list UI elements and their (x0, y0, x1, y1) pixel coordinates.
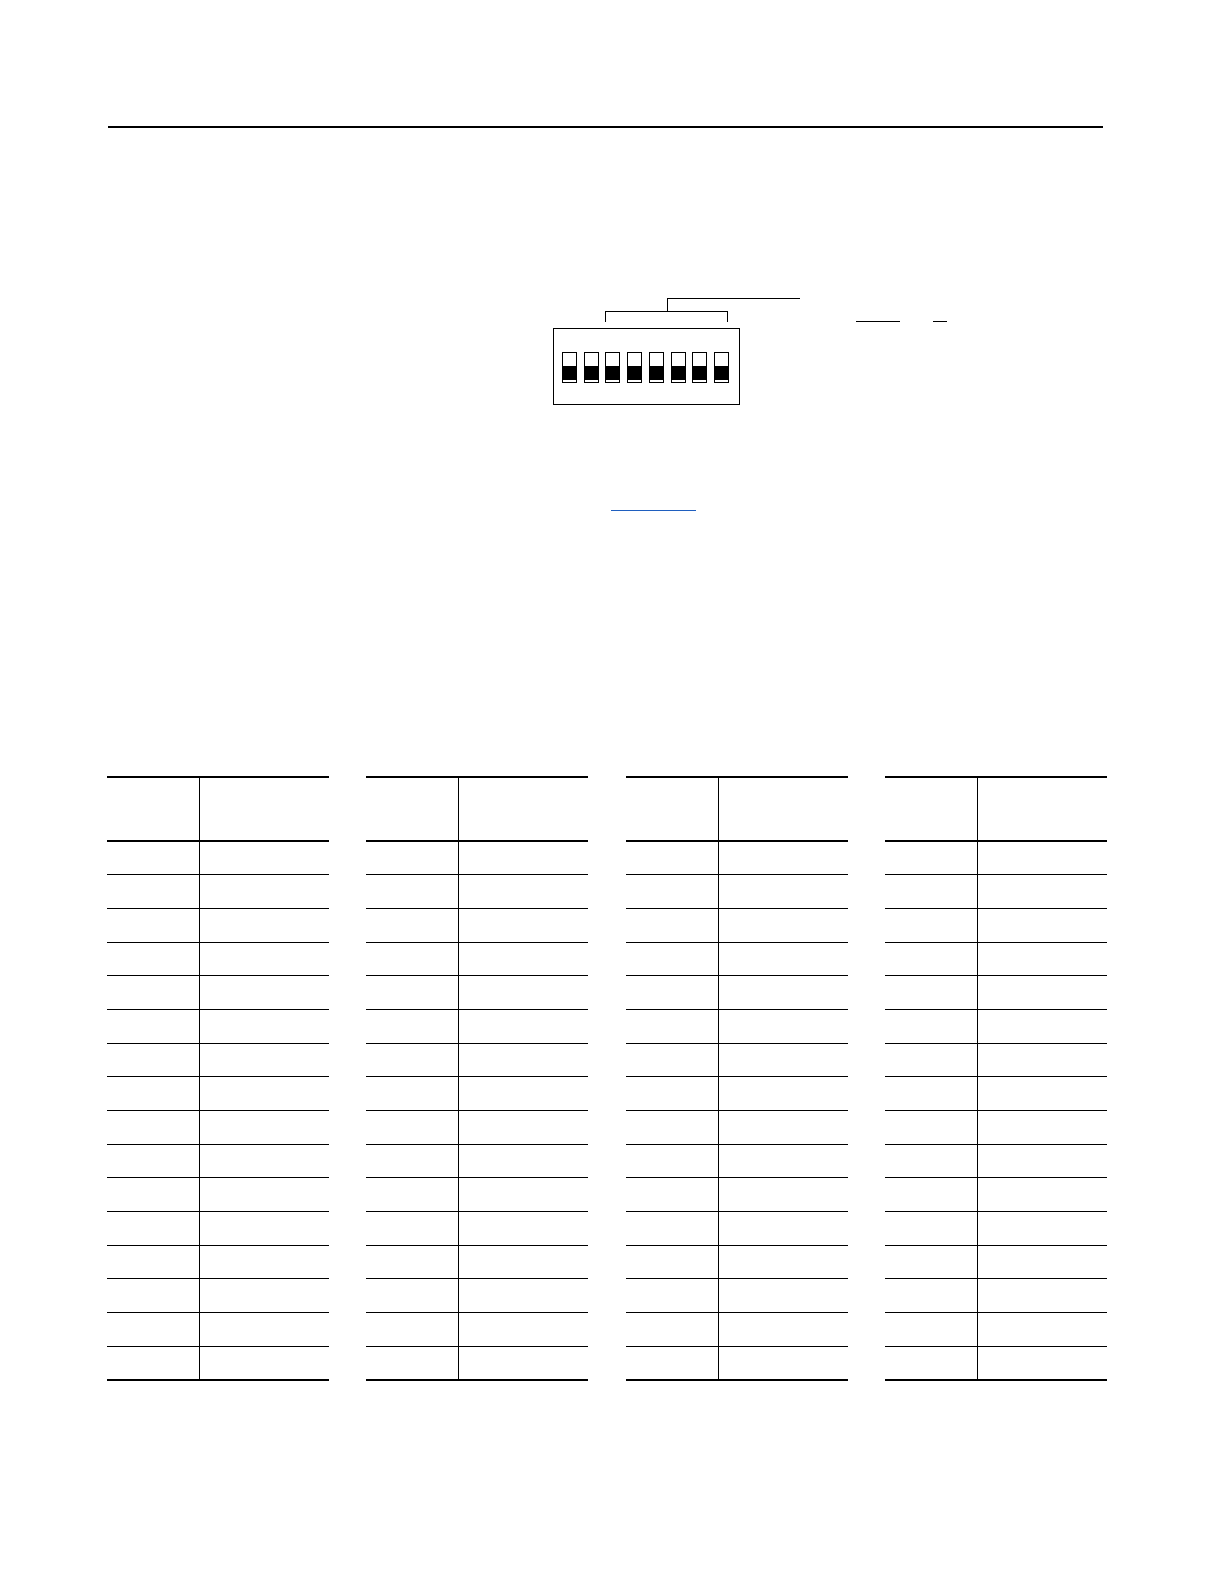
dip-switch-4[interactable] (627, 352, 642, 383)
table-row (885, 1178, 1107, 1212)
table-row (107, 1077, 329, 1111)
column-header (107, 777, 200, 841)
table-row (107, 875, 329, 909)
table-cell (459, 1111, 589, 1145)
table-cell (459, 875, 589, 909)
table-cell (459, 1245, 589, 1279)
table-row (107, 1346, 329, 1380)
table-cell (366, 1279, 459, 1313)
table-cell (885, 1245, 978, 1279)
table-cell (626, 1111, 719, 1145)
table-cell (978, 1313, 1108, 1347)
table-cell (885, 1144, 978, 1178)
dip-switch-6[interactable] (671, 352, 686, 383)
table-cell (626, 1245, 719, 1279)
table-row (366, 908, 588, 942)
table-cell (200, 1279, 330, 1313)
table-cell (107, 1009, 200, 1043)
table-row (107, 1043, 329, 1077)
address-table-3 (626, 776, 848, 1381)
table-cell (978, 1212, 1108, 1246)
table-cell (626, 1313, 719, 1347)
table-cell (626, 1346, 719, 1380)
table-cell (719, 1077, 849, 1111)
table-row (107, 1178, 329, 1212)
table-cell (366, 1144, 459, 1178)
switch-actuator (585, 366, 598, 380)
table-cell (200, 875, 330, 909)
table-row (107, 1111, 329, 1145)
table-cell (107, 875, 200, 909)
table-cell (107, 1245, 200, 1279)
table-row (366, 875, 588, 909)
table-cell (885, 1346, 978, 1380)
table-cell (366, 1346, 459, 1380)
table-row (626, 908, 848, 942)
table-cell (200, 1077, 330, 1111)
table-cell (366, 1178, 459, 1212)
switch-base (563, 381, 576, 382)
table-row (885, 942, 1107, 976)
table-cell (978, 1144, 1108, 1178)
table-cell (719, 1313, 849, 1347)
table-cell (200, 908, 330, 942)
table-cell (885, 908, 978, 942)
table-row (366, 1043, 588, 1077)
table-cell (366, 841, 459, 875)
table-row (107, 1144, 329, 1178)
table-cell (366, 1009, 459, 1043)
table-row (885, 1313, 1107, 1347)
switch-actuator (693, 366, 706, 380)
table-row (885, 1009, 1107, 1043)
dip-switch-1[interactable] (562, 352, 577, 383)
table-cell (626, 841, 719, 875)
switch-base (715, 381, 728, 382)
table-row (366, 1111, 588, 1145)
table-row (885, 841, 1107, 875)
table-cell (366, 1212, 459, 1246)
table-cell (107, 942, 200, 976)
table-cell (978, 1178, 1108, 1212)
table-header-row (626, 777, 848, 841)
column-header (719, 777, 849, 841)
address-table-2 (366, 776, 588, 1381)
dip-switch-2[interactable] (584, 352, 599, 383)
callout-leader-drop (667, 298, 668, 312)
table-header-row (366, 777, 588, 841)
table-row (366, 976, 588, 1010)
table-cell (885, 1313, 978, 1347)
underline-mark (933, 321, 947, 322)
table-cell (885, 976, 978, 1010)
table-cell (885, 942, 978, 976)
table-cell (719, 1279, 849, 1313)
table-row (885, 908, 1107, 942)
table-row (885, 1144, 1107, 1178)
table-cell (366, 976, 459, 1010)
table-cell (978, 1077, 1108, 1111)
switch-base (672, 381, 685, 382)
table-cell (459, 1346, 589, 1380)
table-row (107, 1313, 329, 1347)
table-cell (719, 942, 849, 976)
underline-mark (856, 321, 900, 322)
column-header (200, 777, 330, 841)
table-row (626, 942, 848, 976)
table-row (626, 1212, 848, 1246)
table-row (366, 1346, 588, 1380)
table-cell (978, 875, 1108, 909)
table-row (366, 1313, 588, 1347)
table-cell (459, 1144, 589, 1178)
table-cell (459, 976, 589, 1010)
table-row (107, 942, 329, 976)
table-row (885, 1043, 1107, 1077)
table-cell (459, 1313, 589, 1347)
table-header-row (885, 777, 1107, 841)
dip-switch-5[interactable] (649, 352, 664, 383)
table-row (366, 1178, 588, 1212)
table-cell (978, 1009, 1108, 1043)
column-header (978, 777, 1108, 841)
table-cell (978, 1111, 1108, 1145)
table-row (366, 1212, 588, 1246)
table-cell (719, 1144, 849, 1178)
table-cell (885, 1212, 978, 1246)
table-cell (459, 1077, 589, 1111)
table-row (885, 1346, 1107, 1380)
table-cell (107, 1279, 200, 1313)
table-cell (107, 1212, 200, 1246)
dip-switch-7[interactable] (692, 352, 707, 383)
table-cell (107, 908, 200, 942)
table-cell (200, 942, 330, 976)
table-cell (200, 1144, 330, 1178)
table-row (626, 1245, 848, 1279)
table-cell (626, 1009, 719, 1043)
table-cell (626, 1043, 719, 1077)
table-cell (719, 1178, 849, 1212)
table-cell (626, 908, 719, 942)
table-cell (107, 976, 200, 1010)
table-row (626, 841, 848, 875)
table-cell (366, 1111, 459, 1145)
cross-reference-link[interactable] (611, 510, 696, 511)
table-header-row (107, 777, 329, 841)
table-row (107, 1245, 329, 1279)
callout-leader-line (668, 298, 800, 299)
table-cell (719, 841, 849, 875)
table-row (107, 1009, 329, 1043)
column-header (459, 777, 589, 841)
table-cell (200, 1111, 330, 1145)
table-cell (459, 942, 589, 976)
table-cell (107, 1077, 200, 1111)
table-row (626, 1144, 848, 1178)
table-row (885, 1111, 1107, 1145)
table-cell (459, 908, 589, 942)
table-cell (200, 1009, 330, 1043)
table-row (885, 1077, 1107, 1111)
table-cell (978, 942, 1108, 976)
table-cell (107, 1043, 200, 1077)
switch-base (628, 381, 641, 382)
table-row (107, 976, 329, 1010)
table-cell (366, 1245, 459, 1279)
table-row (885, 1245, 1107, 1279)
dip-switch-body (553, 328, 740, 405)
table-cell (885, 1111, 978, 1145)
table-cell (200, 841, 330, 875)
column-header (885, 777, 978, 841)
table-cell (626, 875, 719, 909)
table-cell (366, 1043, 459, 1077)
switch-actuator (563, 366, 576, 380)
table-cell (200, 1245, 330, 1279)
table-cell (200, 1212, 330, 1246)
table-cell (885, 1279, 978, 1313)
table-cell (626, 1144, 719, 1178)
table-row (626, 1178, 848, 1212)
table-cell (978, 1043, 1108, 1077)
table-row (107, 908, 329, 942)
table-cell (366, 942, 459, 976)
table-cell (719, 1346, 849, 1380)
dip-switch-3[interactable] (605, 352, 620, 383)
table-row (626, 1346, 848, 1380)
table-cell (885, 1043, 978, 1077)
table-cell (978, 841, 1108, 875)
address-table-1 (107, 776, 329, 1381)
table-row (885, 1279, 1107, 1313)
switch-actuator (715, 366, 728, 380)
table-cell (366, 908, 459, 942)
table-cell (107, 841, 200, 875)
table-cell (719, 1245, 849, 1279)
table-cell (626, 976, 719, 1010)
table-cell (107, 1178, 200, 1212)
switch-base (585, 381, 598, 382)
table-row (107, 1212, 329, 1246)
header-rule (108, 126, 1103, 128)
table-cell (719, 1212, 849, 1246)
table-cell (978, 908, 1108, 942)
table-cell (459, 1043, 589, 1077)
switch-actuator (628, 366, 641, 380)
table-cell (200, 976, 330, 1010)
table-cell (459, 1212, 589, 1246)
table-cell (459, 1178, 589, 1212)
table-row (107, 1279, 329, 1313)
table-row (626, 875, 848, 909)
table-cell (200, 1346, 330, 1380)
table-cell (719, 1111, 849, 1145)
table-row (626, 1313, 848, 1347)
column-header (366, 777, 459, 841)
table-cell (200, 1313, 330, 1347)
table-cell (459, 1009, 589, 1043)
table-cell (885, 1178, 978, 1212)
column-header (626, 777, 719, 841)
table-row (366, 942, 588, 976)
table-cell (719, 908, 849, 942)
dip-switch-8[interactable] (714, 352, 729, 383)
table-cell (719, 976, 849, 1010)
table-cell (107, 1144, 200, 1178)
table-row (626, 1077, 848, 1111)
table-cell (107, 1346, 200, 1380)
table-row (366, 1009, 588, 1043)
table-cell (459, 1279, 589, 1313)
table-row (366, 841, 588, 875)
switch-group-bracket (605, 311, 728, 322)
table-cell (107, 1313, 200, 1347)
table-cell (366, 1077, 459, 1111)
table-cell (719, 1009, 849, 1043)
table-row (366, 1279, 588, 1313)
table-row (626, 1043, 848, 1077)
switch-actuator (672, 366, 685, 380)
table-row (626, 1111, 848, 1145)
table-cell (885, 841, 978, 875)
table-row (107, 841, 329, 875)
table-cell (978, 1245, 1108, 1279)
table-cell (200, 1043, 330, 1077)
table-cell (626, 1212, 719, 1246)
switch-base (606, 381, 619, 382)
table-cell (459, 841, 589, 875)
table-cell (719, 875, 849, 909)
table-row (885, 976, 1107, 1010)
switch-actuator (606, 366, 619, 380)
table-row (626, 1009, 848, 1043)
table-cell (978, 1279, 1108, 1313)
table-row (366, 1245, 588, 1279)
table-row (366, 1144, 588, 1178)
table-row (626, 1279, 848, 1313)
switch-actuator (650, 366, 663, 380)
table-row (885, 875, 1107, 909)
table-row (885, 1212, 1107, 1246)
switch-base (650, 381, 663, 382)
table-cell (366, 875, 459, 909)
table-cell (626, 1279, 719, 1313)
table-cell (626, 1077, 719, 1111)
table-cell (885, 875, 978, 909)
table-cell (978, 1346, 1108, 1380)
table-cell (366, 1313, 459, 1347)
table-cell (626, 942, 719, 976)
table-cell (107, 1111, 200, 1145)
table-cell (885, 1009, 978, 1043)
switch-base (693, 381, 706, 382)
table-cell (719, 1043, 849, 1077)
address-table-4 (885, 776, 1107, 1381)
table-cell (885, 1077, 978, 1111)
table-cell (626, 1178, 719, 1212)
table-cell (978, 976, 1108, 1010)
table-row (366, 1077, 588, 1111)
table-row (626, 976, 848, 1010)
table-cell (200, 1178, 330, 1212)
